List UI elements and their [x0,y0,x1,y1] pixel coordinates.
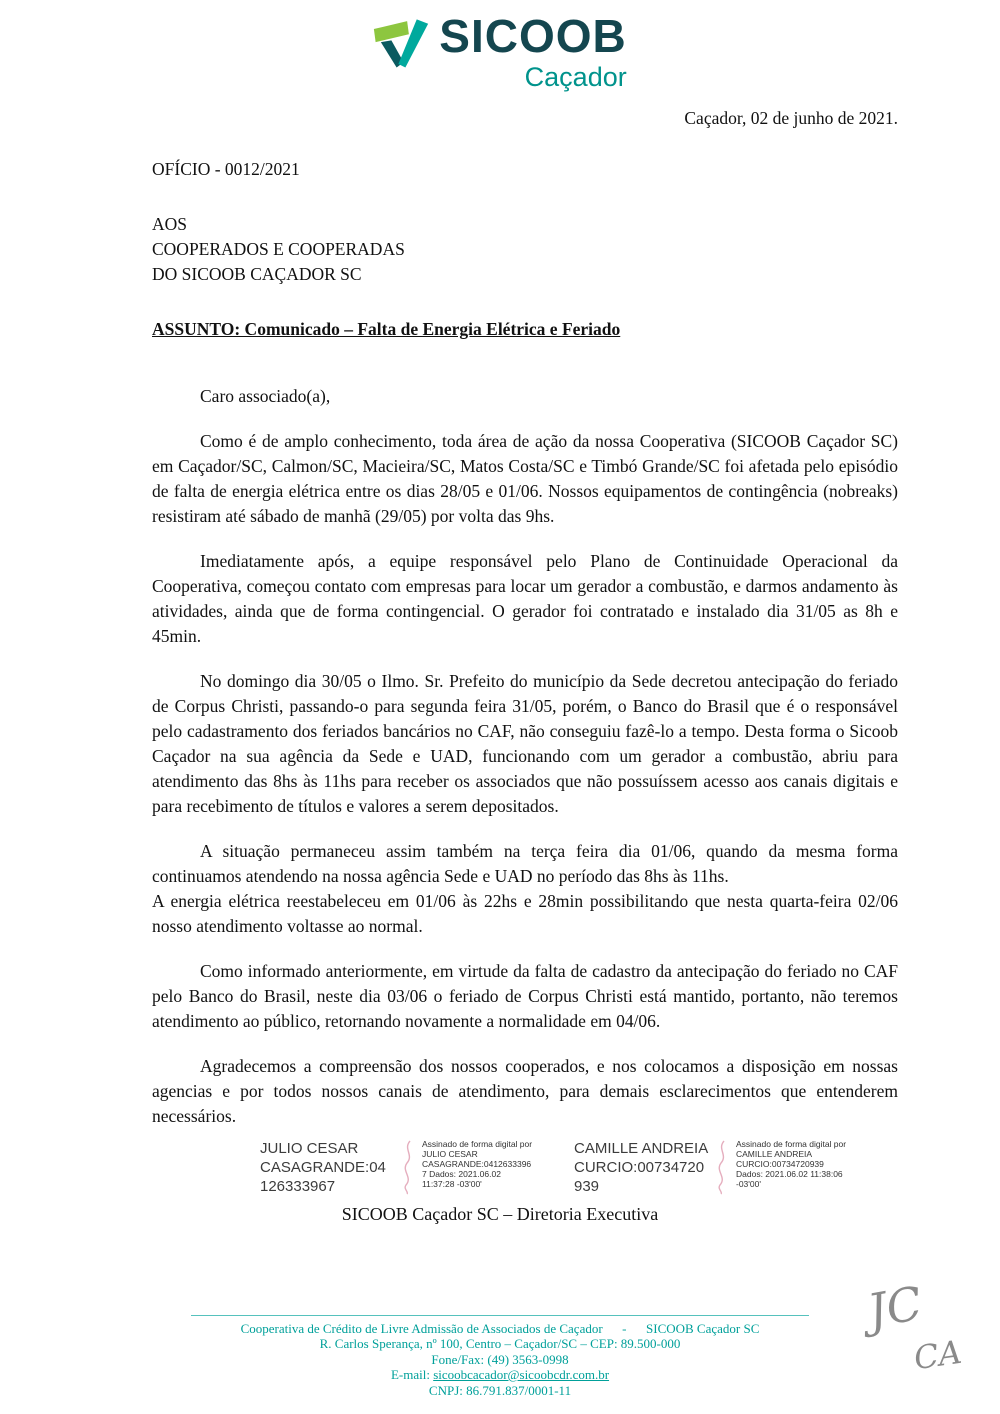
sicoob-logo [373,12,626,92]
recipient-line-1: AOS [152,214,188,234]
letterhead [0,0,1000,92]
paragraph-3: No domingo dia 30/05 o Ilmo. Sr. Prefeito do município da Sede decretou antecipação do feriado de Corpus Christi, passando-o para segunda feira 31/05, porém, o Banco do Brasil que é o responsável pelo cadastramento dos feriados bancários no CAF, não conseguiu fazê-lo a tempo. Desta forma o Sicoob Caçador na sua agência da Sede e UAD, funcionando com um gerador a combustão, abriu para atendimento das 8hs às 11hs para receber os associados que não possuíssem acesso aos canais digitais e para recebimento de títulos e valores a serem depositados. [152,671,898,816]
handwritten-initials-jc: JC [864,1275,927,1339]
recipient-line-3: DO SICOOB CAÇADOR SC [152,264,362,284]
footer-coop-line: Cooperativa de Crédito de Livre Admissão de Associados de Caçador - SICOOB Caçador SC [240,1320,760,1336]
footer-email-line [0,1367,1000,1383]
paragraph-6: Como informado anteriormente, em virtude da falta de cadastro da antecipação do feriado no CAF pelo Banco do Brasil, neste dia 03/06 o feriado de Corpus Christi está mantido, portanto, não teremos atendimento ao público, retornando novamente a normalidade em 04/06. [152,961,898,1031]
subject-line: ASSUNTO: Comunicado – Falta de Energia Elétrica e Feriado [152,319,621,339]
footer-address-line: R. Carlos Sperança, nº 100, Centro – Caçador/SC – CEP: 89.500-000 [319,1336,681,1351]
paragraph-1: Como é de amplo conhecimento, toda área de ação da nossa Cooperativa (SICOOB Caçador SC) em Caçador/SC, Calmon/SC, Macieira/SC, Matos Costa/SC e Timbó Grande/SC foi afetada pelo episódio de falta de energia elétrica entre os dias 28/05 e 01/06. Nossos equipamentos de contingência (nobreaks) resistiram até sábado de manhã (29/05) por volta das 9hs. [152,431,898,526]
digital-signature-2 [574,1139,848,1196]
footer-cnpj-line: CNPJ: 86.791.837/0001-11 [428,1382,572,1398]
recipient-line-2: COOPERADOS E COOPERADAS [152,239,405,259]
paragraph-7: Agradecemos a compreensão dos nossos cooperados, e nos colocamos a disposição em nossas agencias e por todos nossos canais de atendimento, para demais esclarecimentos que entenderem necessários. [152,1056,898,1126]
paragraph-2: Imediatamente após, a equipe responsável pelo Plano de Continuidade Operacional da Cooperativa, começou contato com empresas para locar um gerador a combustão, e darmos andamento às atividades, ainda que de forma contingencial. O gerador foi contratado e instalado dia 31/05 as 8h e 45min. [152,551,898,646]
logo-brand-text: SICOOB [439,10,627,62]
footer-phone-line: Fone/Fax: (49) 3563-0998 [431,1351,569,1367]
directorate-line: SICOOB Caçador SC – Diretoria Executiva [341,1204,659,1224]
logo-wordmark [439,12,626,92]
signature-details-2: Assinado de forma digital por CAMILLE ANDREIA CURCIO:00734720939 Dados: 2021.06.02 11:38:06 -03'00' [736,1139,847,1189]
logo-city-text: Caçador [524,62,627,92]
recipients-block [152,212,898,287]
signer-name-2: CAMILLE ANDREIA CURCIO:00734720939 [574,1140,708,1195]
paragraph-4: A situação permaneceu assim também na terça feira dia 01/06, quando da mesma forma continuamos atendendo na nossa agência Sede e UAD no período das 8hs às 11hs. [152,841,898,886]
sicoob-logo-mark-icon [373,16,429,70]
signature-details-1: Assinado de forma digital por JULIO CESAR CASAGRANDE:04126333967 Dados: 2021.06.02 11:37:28 -03'00' [422,1139,533,1189]
salutation: Caro associado(a), [200,386,331,406]
digital-signatures-block [260,1139,1000,1196]
paragraph-5: A energia elétrica reestabeleceu em 01/06 às 22hs e 28min possibilitando que nesta quarta-feira 02/06 nosso atendimento voltasse ao normal. [152,891,898,936]
letter-content [0,106,1000,1129]
date-line: Caçador, 02 de junho de 2021. [684,108,898,128]
oficio-number: OFÍCIO - 0012/2021 [152,159,300,179]
digital-signature-1 [260,1139,534,1196]
footer [0,1315,1000,1399]
signature-scribble-icon [401,1139,415,1195]
handwritten-initials-ca: CA [911,1332,965,1378]
footer-divider [191,1315,809,1316]
footer-email-label: E-mail: [390,1367,430,1382]
footer-email-link[interactable]: sicoobcacador@sicoobcdr.com.br [433,1367,610,1382]
signature-scribble-icon [715,1139,729,1195]
signer-name-1: JULIO CESAR CASAGRANDE:04126333967 [260,1140,386,1195]
